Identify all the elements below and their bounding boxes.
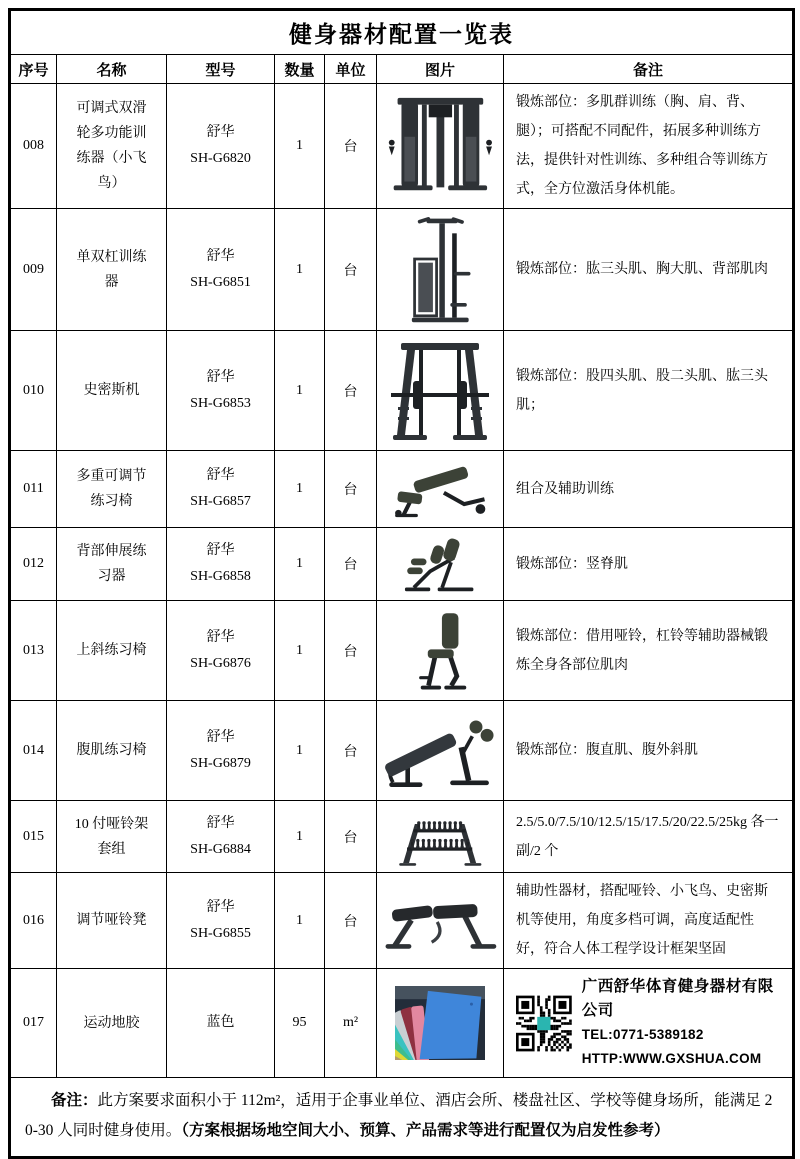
cell-name: 多重可调节练习椅 (57, 451, 167, 528)
cell-name: 史密斯机 (57, 331, 167, 451)
adjustable-bench-photo (378, 457, 502, 522)
cell-model (167, 969, 275, 1078)
remark-text: 锻炼部位：股四头肌、股二头肌、肱三头肌； (516, 368, 768, 413)
remark-text: 2.5/5.0/7.5/10/12.5/15/17.5/20/22.5/25kg 各一副/2 个 (516, 814, 779, 859)
brand-text: 舒华 (206, 543, 235, 558)
upright-seat-photo (378, 607, 502, 695)
cell-qty: 1 (275, 701, 325, 801)
cell-no: 017 (10, 969, 57, 1078)
model-text: 蓝色 (206, 1015, 235, 1030)
model-text: SH-G6858 (190, 569, 251, 584)
cell-model (167, 331, 275, 451)
brand-text: 舒华 (206, 369, 235, 385)
cell-no: 014 (10, 701, 57, 801)
cell-unit: 台 (325, 801, 377, 873)
cell-model (167, 701, 275, 801)
cell-qty: 1 (275, 451, 325, 528)
cell-model (167, 873, 275, 969)
model-text: SH-G6853 (190, 395, 251, 411)
remark-text: 辅助性器材，搭配哑铃、小飞鸟、史密斯机等使用，角度多档可调，高度适配性好，符合人体工程学设计框架坚固 (516, 884, 768, 957)
cell-qty: 1 (275, 528, 325, 601)
cell-photo (377, 601, 504, 701)
cell-qty: 1 (275, 601, 325, 701)
footer-bold-tail: （方案根据场地空间大小、预算、产品需求等进行配置仅为启发性参考） (181, 1122, 670, 1139)
brand-text: 舒华 (206, 629, 235, 645)
cell-qty: 1 (275, 801, 325, 873)
cell-name: 运动地胶 (57, 969, 167, 1078)
cell-no: 012 (10, 528, 57, 601)
brand-text: 舒华 (206, 125, 235, 140)
cell-photo (377, 528, 504, 601)
cell-qty: 1 (275, 209, 325, 331)
company-info (516, 973, 780, 1073)
table-row (10, 209, 794, 331)
cell-no: 016 (10, 873, 57, 969)
functional-trainer-photo (378, 92, 502, 201)
cell-model (167, 601, 275, 701)
model-text: SH-G6876 (190, 655, 251, 671)
column-header: 型号 (167, 55, 275, 84)
model-text: SH-G6855 (190, 925, 251, 941)
remark-text: 锻炼部位：借用哑铃，杠铃等辅助器械锻炼全身各部位肌肉 (516, 628, 768, 673)
cell-remark (504, 801, 794, 873)
cell-no: 010 (10, 331, 57, 451)
table-row (10, 451, 794, 528)
header-row (10, 55, 794, 84)
cell-photo (377, 801, 504, 873)
dumbbell-bench-photo (378, 879, 502, 963)
cell-remark (504, 528, 794, 601)
cell-model (167, 801, 275, 873)
model-text: SH-G6884 (190, 841, 251, 857)
cell-name: 腹肌练习椅 (57, 701, 167, 801)
cell-qty: 1 (275, 873, 325, 969)
cell-remark (504, 209, 794, 331)
cell-unit: 台 (325, 701, 377, 801)
cell-name: 单双杠训练器 (57, 209, 167, 331)
model-text: SH-G6857 (190, 494, 251, 509)
remark-text: 锻炼部位：多肌群训练（胸、肩、背、腿）；可搭配不同配件，拓展多种训练方法，提供针对性训练、多种组合等训练方式，全方位激活身体机能。 (516, 95, 768, 197)
brand-text: 舒华 (206, 815, 235, 831)
model-text: SH-G6879 (190, 755, 251, 771)
cell-photo (377, 84, 504, 209)
company-name: 广西舒华体育健身器材有限公司 (581, 978, 774, 1019)
company-tel: TEL:0771-5389182 (581, 1027, 704, 1042)
table-row (10, 701, 794, 801)
remark-text: 锻炼部位：肱三头肌、胸大肌、背部肌肉 (516, 262, 768, 277)
cell-unit: 台 (325, 873, 377, 969)
cell-unit: 台 (325, 601, 377, 701)
cell-model (167, 84, 275, 209)
cell-name: 上斜练习椅 (57, 601, 167, 701)
model-text: SH-G6851 (190, 274, 251, 290)
cell-unit: 台 (325, 528, 377, 601)
qr-code-icon (516, 992, 572, 1055)
equipment-table (8, 8, 795, 1159)
dip-chin-tower-photo (378, 215, 502, 325)
flooring-samples-photo (378, 986, 502, 1060)
cell-remark (504, 701, 794, 801)
brand-text: 舒华 (206, 729, 235, 745)
cell-remark (504, 601, 794, 701)
table-row (10, 601, 794, 701)
remark-text: 组合及辅助训练 (516, 481, 614, 497)
table-row (10, 84, 794, 209)
cell-qty: 1 (275, 84, 325, 209)
cell-remark (504, 873, 794, 969)
column-header: 备注 (504, 55, 794, 84)
cell-name: 背部伸展练习器 (57, 528, 167, 601)
cell-name: 可调式双滑轮多功能训练器（小飞鸟） (57, 84, 167, 209)
page-title: 健身器材配置一览表 (10, 10, 794, 55)
cell-name: 调节哑铃凳 (57, 873, 167, 969)
cell-unit: 台 (325, 84, 377, 209)
cell-photo (377, 451, 504, 528)
footer-body: 此方案要求面积小于 112m²，适用于企事业单位、酒店会所、楼盘社区、学校等健身场所，能满足 20-30 人同时健身使用。 (25, 1092, 773, 1139)
column-header: 单位 (325, 55, 377, 84)
table-row (10, 969, 794, 1078)
remark-text: 锻炼部位：腹直肌、腹外斜肌 (516, 743, 698, 758)
table-row (10, 331, 794, 451)
dumbbell-rack-photo (378, 807, 502, 867)
cell-unit: m² (325, 969, 377, 1078)
model-text: SH-G6820 (190, 151, 251, 166)
brand-text: 舒华 (206, 248, 235, 264)
cell-model (167, 451, 275, 528)
cell-qty: 1 (275, 331, 325, 451)
cell-name: 10 付哑铃架套组 (57, 801, 167, 873)
footer-note (10, 1078, 794, 1158)
cell-remark (504, 331, 794, 451)
column-header: 数量 (275, 55, 325, 84)
cell-photo (377, 969, 504, 1078)
footer-label: 备注： (51, 1092, 98, 1109)
cell-photo (377, 209, 504, 331)
table-row (10, 873, 794, 969)
cell-no: 015 (10, 801, 57, 873)
company-url: HTTP:WWW.GXSHUA.COM (581, 1051, 762, 1066)
cell-unit: 台 (325, 451, 377, 528)
smith-machine-photo (378, 337, 502, 445)
column-header: 序号 (10, 55, 57, 84)
brand-text: 舒华 (206, 899, 235, 915)
cell-remark (504, 451, 794, 528)
cell-no: 008 (10, 84, 57, 209)
cell-model (167, 209, 275, 331)
table-row (10, 528, 794, 601)
cell-model (167, 528, 275, 601)
table-row (10, 801, 794, 873)
cell-no: 011 (10, 451, 57, 528)
column-header: 名称 (57, 55, 167, 84)
cell-remark (504, 969, 794, 1078)
cell-unit: 台 (325, 209, 377, 331)
column-header: 图片 (377, 55, 504, 84)
cell-no: 013 (10, 601, 57, 701)
cell-no: 009 (10, 209, 57, 331)
cell-unit: 台 (325, 331, 377, 451)
cell-photo (377, 701, 504, 801)
brand-text: 舒华 (206, 468, 235, 483)
cell-qty: 95 (275, 969, 325, 1078)
ab-bench-photo (378, 707, 502, 795)
back-extension-photo (378, 534, 502, 595)
cell-photo (377, 331, 504, 451)
cell-photo (377, 873, 504, 969)
remark-text: 锻炼部位：竖脊肌 (516, 556, 628, 572)
cell-remark (504, 84, 794, 209)
